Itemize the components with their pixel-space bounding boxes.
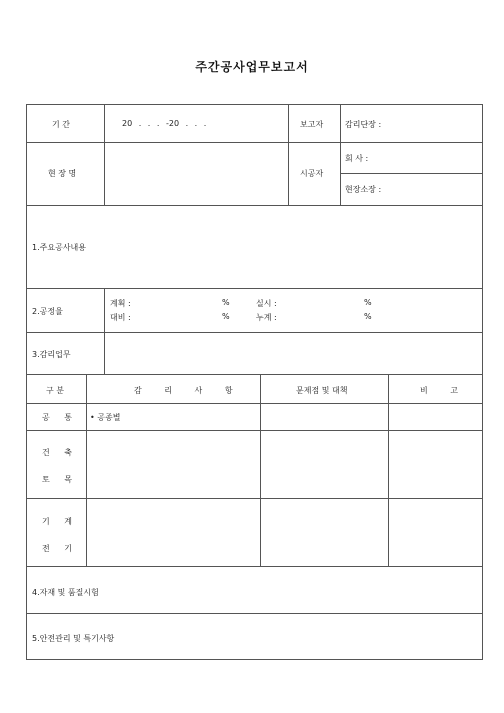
section-safety: 5.안전관리 및 특기사항: [32, 634, 115, 643]
progress-plan-percent: %: [222, 298, 230, 307]
progress-compare-percent: %: [222, 312, 230, 321]
divider: [340, 173, 483, 174]
row-common-label: 공 통: [42, 413, 78, 422]
divider: [26, 142, 483, 143]
section-progress: 2.공정율: [32, 307, 63, 316]
company-label: 회 사 :: [345, 154, 369, 163]
progress-cumulative-percent: %: [364, 312, 372, 321]
divider: [86, 374, 87, 566]
page-title: 주간공사업무보고서: [195, 60, 309, 74]
row-mech-label: 기 계: [42, 517, 78, 526]
divider: [26, 498, 483, 499]
section-materials: 4.자재 및 품질시험: [32, 588, 99, 597]
divider: [26, 332, 483, 333]
table-header-remarks: 비 고: [420, 386, 468, 395]
table-header-category: 구 분: [46, 386, 64, 395]
section-supervision: 3.감리업무: [32, 350, 71, 359]
progress-actual-percent: %: [364, 298, 372, 307]
row-elec-label: 전 기: [42, 544, 78, 553]
divider: [26, 403, 483, 404]
contractor-label: 시공자: [300, 169, 324, 178]
progress-actual-label: 실시 :: [256, 299, 277, 308]
divider: [104, 288, 105, 374]
divider: [26, 374, 483, 375]
table-header-items: 감 리 사 항: [134, 386, 243, 395]
divider: [260, 374, 261, 566]
table-header-issues: 문제점 및 대책: [296, 386, 348, 395]
divider: [26, 288, 483, 289]
period-value: 20 . . . -20 . . .: [122, 119, 207, 128]
row-civil-label: 토 목: [42, 475, 78, 484]
divider: [26, 205, 483, 206]
row-arch-label: 건 축: [42, 448, 78, 457]
site-manager-label: 현장소장 :: [345, 185, 382, 194]
supervisor-label: 감리단장 :: [345, 120, 382, 129]
divider: [340, 104, 341, 205]
row-common-item: • 공종별: [90, 413, 121, 422]
progress-cumulative-label: 누계 :: [256, 313, 277, 322]
period-label: 기 간: [52, 120, 70, 129]
divider: [26, 613, 483, 614]
progress-compare-label: 대비 :: [110, 313, 131, 322]
reporter-label: 보고자: [300, 120, 324, 129]
report-form: [26, 104, 483, 660]
section-main-work: 1.주요공사내용: [32, 243, 87, 252]
progress-plan-label: 계획 :: [110, 299, 131, 308]
site-name-label: 현 장 명: [48, 169, 77, 178]
divider: [26, 566, 483, 567]
divider: [26, 430, 483, 431]
divider: [288, 104, 289, 205]
divider: [388, 374, 389, 566]
divider: [104, 104, 105, 205]
